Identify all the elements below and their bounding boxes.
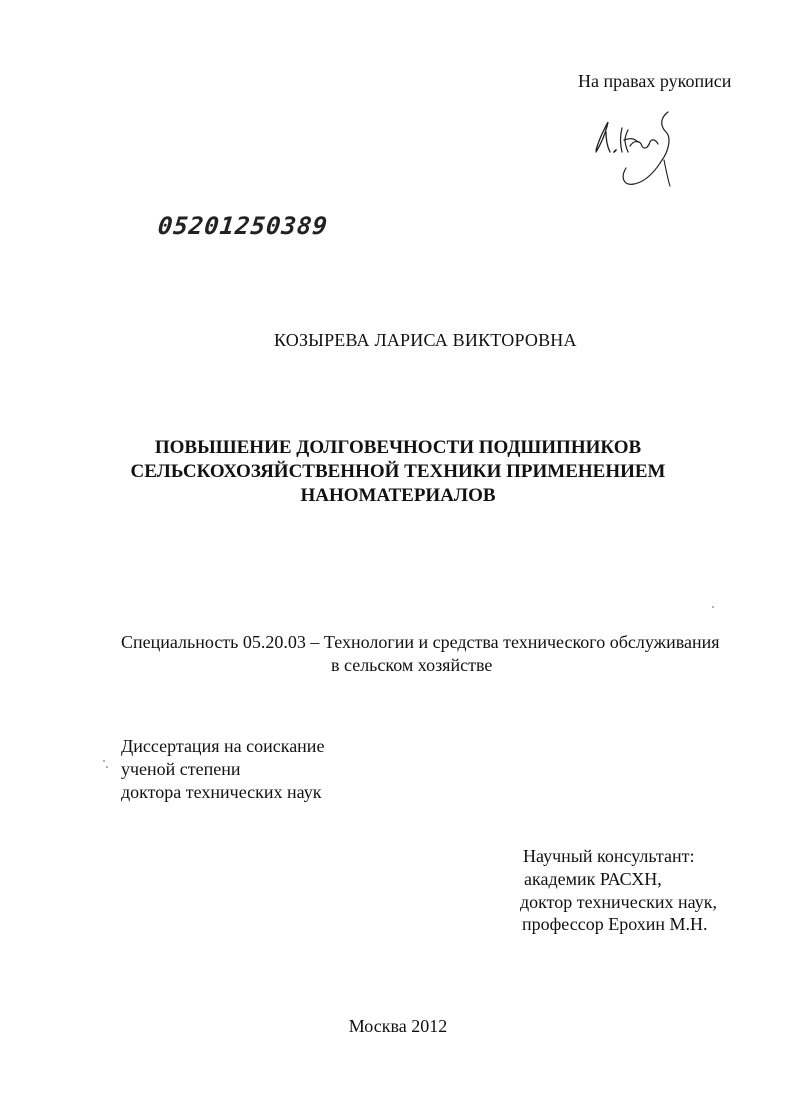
manuscript-note: На правах рукописи [578, 71, 732, 91]
scan-speck [103, 760, 105, 762]
dissertation-degree-line: доктора технических наук [121, 782, 322, 802]
registration-stamp-number: 05201250389 [156, 212, 330, 240]
title-line: ПОВЫШЕНИЕ ДОЛГОВЕЧНОСТИ ПОДШИПНИКОВ [154, 437, 642, 458]
dissertation-title [0, 436, 796, 508]
author-name: КОЗЫРЕВА ЛАРИСА ВИКТОРОВНА [274, 330, 577, 350]
scan-speck [712, 606, 714, 608]
consultant-line: академик РАСХН, [524, 869, 662, 889]
consultant-line: доктор технических наук, [520, 892, 717, 912]
dissertation-degree-line: Диссертация на соискание [121, 736, 325, 756]
dissertation-degree-line: ученой степени [121, 759, 241, 779]
consultant-label: Научный консультант: [523, 846, 695, 866]
place-and-year: Москва 2012 [348, 1016, 448, 1036]
title-line: СЕЛЬСКОХОЗЯЙСТВЕННОЙ ТЕХНИКИ ПРИМЕНЕНИЕМ [130, 461, 666, 482]
consultant-line: профессор Ерохин М.Н. [522, 914, 708, 934]
title-line: НАНОМАТЕРИАЛОВ [300, 485, 496, 506]
signature-icon [584, 108, 680, 190]
specialty-line-continuation: в сельском хозяйстве [331, 655, 493, 675]
specialty-line: Специальность 05.20.03 – Технологии и средства технического обслуживания [121, 632, 720, 652]
scan-speck [106, 766, 108, 768]
